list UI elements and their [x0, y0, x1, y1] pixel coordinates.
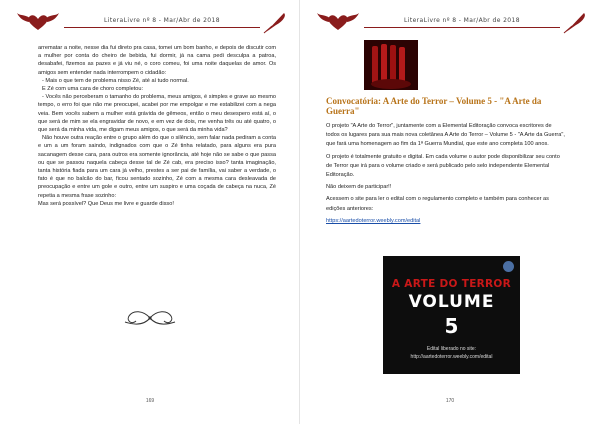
poster-volume: VOLUME — [408, 292, 495, 312]
quill-pen-icon — [562, 10, 590, 34]
page-number: 169 — [145, 398, 155, 404]
horror-hands-photo — [364, 40, 418, 90]
poster-footer-line1: Edital liberado no site: — [426, 346, 477, 352]
page-header — [300, 8, 600, 36]
article-headline: Convocatória: A Arte do Terror – Volume 5 - "A Arte da Guerra" — [326, 96, 542, 116]
header-rule — [64, 27, 260, 28]
story-text — [38, 44, 276, 208]
header-rule — [364, 27, 560, 28]
paragraph: Não deixem de participar!! — [326, 184, 392, 191]
paragraph: - Mais o que tem de problema nisso Zé, até aí tudo normal. — [42, 77, 189, 84]
winged-heart-logo-icon — [316, 10, 360, 34]
paragraph: Mas será possível? Que Deus me livre e guarde disso! — [38, 200, 174, 207]
paragraph: Acessem o site para ler o edital com o regulamento completo e também para conhecer as edições anteriores: — [326, 196, 549, 212]
volume-5-poster — [383, 256, 520, 374]
page-header — [0, 8, 300, 36]
page-number: 170 — [445, 398, 455, 404]
publisher-seal-icon — [503, 261, 514, 272]
paragraph: O projeto é totalmente gratuito e digital. Em cada volume o autor pode disponibilizar seu conto de Terror que irá para o volume criado e será publicado pelo selo independente Elemental Editoração. — [326, 153, 560, 179]
paragraph: E Zé com uma cara de choro completou: — [42, 86, 144, 93]
call-for-submissions — [326, 96, 566, 229]
poster-number: 5 — [444, 314, 459, 338]
winged-heart-logo-icon — [16, 10, 60, 34]
header-title: LiteraLivre nº 8 - Mar/Abr de 2018 — [104, 17, 220, 24]
paragraph: Não houve outra reação entre o grupo além do que o silêncio, sem falar nada pediram a conta e um a um foram saindo, indignados com que o Zé tinha relatado, para alguns era pura sacanagem desse cara, para outros era somente ignorância, até hoje não se sabe o que passa ou que se passou naquela cabeça desse tal de Zé cab, era preciso isso? tanta imaginação, tanta história fiada para um cara já velho, prestes a ser pai de família, vai saber a verdade, o fato é que no balcão do bar, ficou sentado sozinho, Zé com a mesma cara desleavada de preocupação e entre um gole e outro, entre um suspiro e uma coçada de cabeça na nuca, Zé repetia a mesma frase sozinho: — [38, 135, 276, 199]
decorative-swirl-ornament-icon — [115, 306, 185, 330]
header-title: LiteraLivre nº 8 - Mar/Abr de 2018 — [404, 17, 520, 24]
poster-footer-line2: http://aartedoterror.weebly.com/edital — [410, 354, 493, 360]
poster-title: A ARTE DO TERROR — [391, 278, 512, 290]
quill-pen-icon — [262, 10, 290, 34]
edital-link[interactable]: https://aartedoterror.weebly.com/edital — [326, 217, 421, 224]
paragraph: - Vocês não perceberam o tamanho do problema, meus amigos, é simples e grave ao mesmo tempo, o erro foi que não me preocupei, acabei por me empolgar e me estabilizei com a nega veia. Bem vocês sabem a mulher está grávida de gêmeos, então o meu desespero está aí, o que será de mim se ela engravidar de novo, e em vez de dois, me venha três ou até quatro, o que será da minha vida, me digam meus amigos, o que será da minha vida? — [38, 94, 276, 134]
paragraph: arrematar a noite, nesse dia fui direto pra casa, tomei um bom banho, e depois de discutir com a mulher por conta do cheiro de bebida, fui dormir, já na cama pedi desculpa a patroa, desabafei, fizemos as pazes e já viu né, o coro comeu, foi uma noite daquelas de amor. Os amigos sem entender nada interrompem o cidadão: — [38, 45, 276, 76]
paragraph: O projeto "A Arte do Terror", juntamente com a Elemental Editoração convoca escritores de todos os lugares para sua mais nova coletânea A Arte do Terror – Volume 5 - "A Arte da Guerra", que fará uma homenagem ao fim da 1ª Guerra Mundial, que este ano completa 100 anos. — [326, 123, 565, 148]
